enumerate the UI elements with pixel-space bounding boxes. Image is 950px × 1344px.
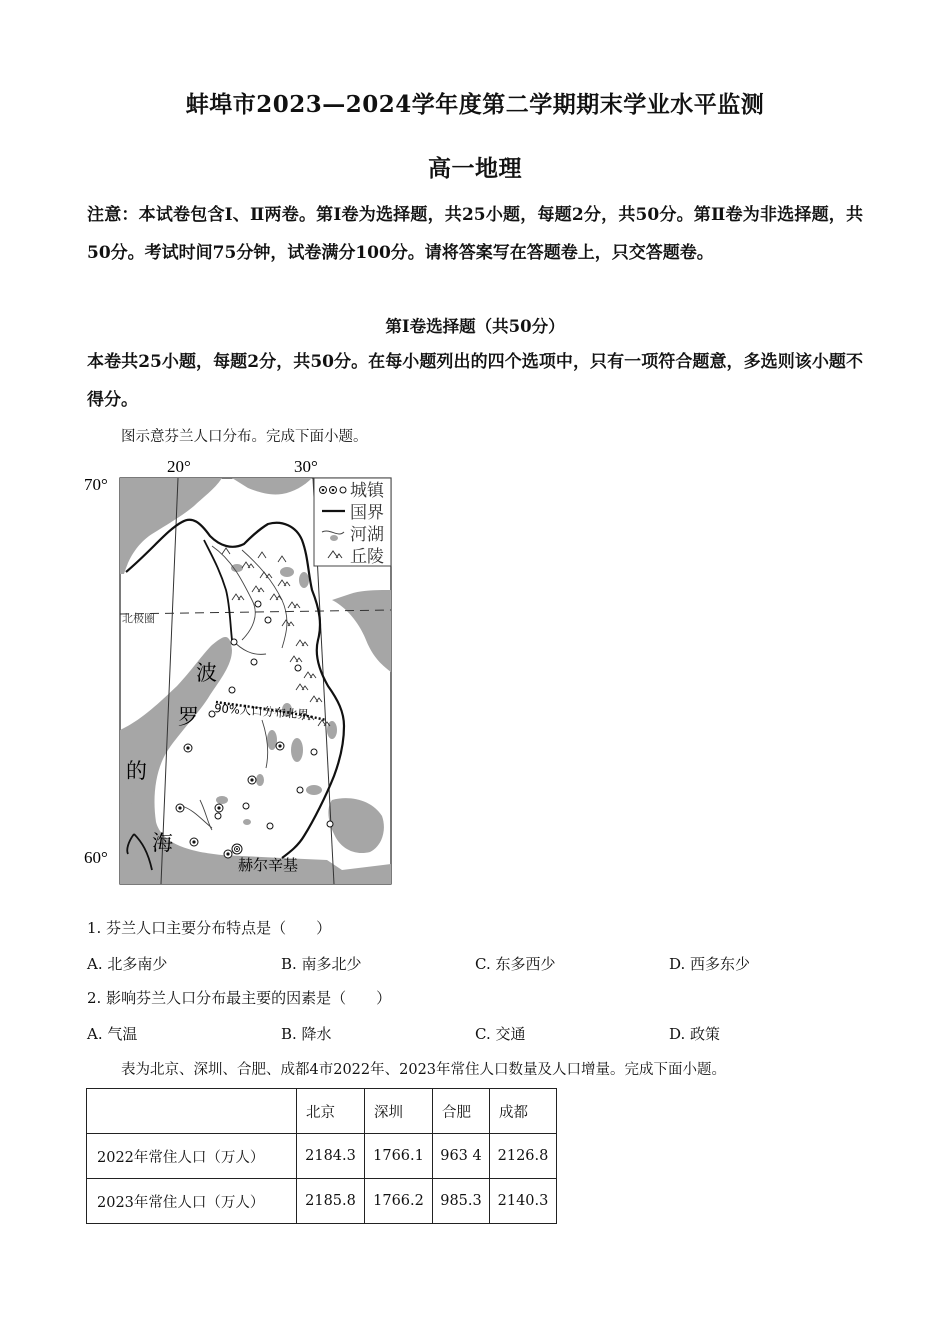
cell-2022-hefei: 963 4	[433, 1134, 490, 1179]
q1-option-d[interactable]: D. 西多东少	[669, 955, 751, 973]
finland-population-map	[82, 450, 402, 890]
cell-2022-beijing: 2184.3	[297, 1134, 365, 1179]
row-label-2023: 2023年常住人口（万人）	[87, 1179, 297, 1224]
cell-2022-chengdu: 2126.8	[490, 1134, 557, 1179]
cell-2023-hefei: 985.3	[433, 1179, 490, 1224]
table-row	[87, 1134, 557, 1179]
cell-2023-beijing: 2185.8	[297, 1179, 365, 1224]
map-legend	[314, 478, 391, 567]
table-intro: 表为北京、深圳、合肥、成都4市2022年、2023年常住人口数量及人口增量。完成下面小题。	[121, 1062, 727, 1078]
capital-label: 赫尔辛基	[238, 856, 299, 874]
q1-option-c[interactable]: C. 东多西少	[475, 955, 556, 973]
table-header-hefei: 合肥	[433, 1089, 490, 1134]
q2-option-c[interactable]: C. 交通	[475, 1025, 526, 1043]
q2-option-a[interactable]: A. 气温	[87, 1025, 138, 1043]
question-1-stem: 1. 芬兰人口主要分布特点是（ ）	[87, 919, 332, 937]
section-heading: 第Ⅰ卷选择题（共50分）	[385, 317, 565, 336]
legend-border: 国界	[350, 503, 384, 523]
table-header-blank	[87, 1089, 297, 1134]
exam-notice: 注意：本试卷包含Ⅰ、Ⅱ两卷。第Ⅰ卷为选择题，共25小题，每题2分，共50分。第Ⅱ卷为非选择题，共50分。考试时间75分钟，试卷满分100分。请将答案写在答题卷上，只交答题卷。	[87, 205, 863, 263]
legend-river-lake: 河湖	[350, 525, 384, 545]
cell-2022-shenzhen: 1766.1	[365, 1134, 433, 1179]
sea-label-char-1: 波	[196, 661, 217, 685]
exam-subject: 高一地理	[428, 155, 522, 182]
legend-town: 城镇	[350, 481, 384, 501]
lat-label-70: 70°	[84, 475, 108, 494]
lon-label-30: 30°	[294, 457, 318, 476]
section-instructions: 本卷共25小题，每题2分，共50分。在每小题列出的四个选项中，只有一项符合题意，多选则该小题不得分。	[87, 352, 863, 410]
q2-option-b[interactable]: B. 降水	[281, 1025, 332, 1043]
row-label-2022: 2022年常住人口（万人）	[87, 1134, 297, 1179]
lon-label-20: 20°	[167, 457, 191, 476]
q1-option-b[interactable]: B. 南多北少	[281, 955, 362, 973]
q1-option-a[interactable]: A. 北多南少	[87, 955, 168, 973]
table-header-chengdu: 成都	[490, 1089, 557, 1134]
legend-hill: 丘陵	[350, 547, 384, 567]
question-2-stem: 2. 影响芬兰人口分布最主要的因素是（ ）	[87, 989, 392, 1007]
cell-2023-shenzhen: 1766.2	[365, 1179, 433, 1224]
table-header-row	[87, 1089, 557, 1134]
q2-option-d[interactable]: D. 政策	[669, 1025, 721, 1043]
map-intro: 图示意芬兰人口分布。完成下面小题。	[121, 429, 368, 445]
population-table	[86, 1088, 557, 1224]
sea-label-char-4: 海	[152, 831, 173, 855]
table-row	[87, 1179, 557, 1224]
lat-label-60: 60°	[84, 848, 108, 867]
sea-label-char-2: 罗	[178, 705, 199, 729]
arctic-circle-label: 北极圈	[122, 612, 155, 625]
exam-title: 蚌埠市2023—2024学年度第二学期期末学业水平监测	[185, 91, 765, 118]
sea-label-char-3: 的	[126, 759, 147, 783]
table-header-shenzhen: 深圳	[365, 1089, 433, 1134]
cell-2023-chengdu: 2140.3	[490, 1179, 557, 1224]
population-boundary-label: 90%人口分布北界	[213, 701, 310, 722]
table-header-beijing: 北京	[297, 1089, 365, 1134]
